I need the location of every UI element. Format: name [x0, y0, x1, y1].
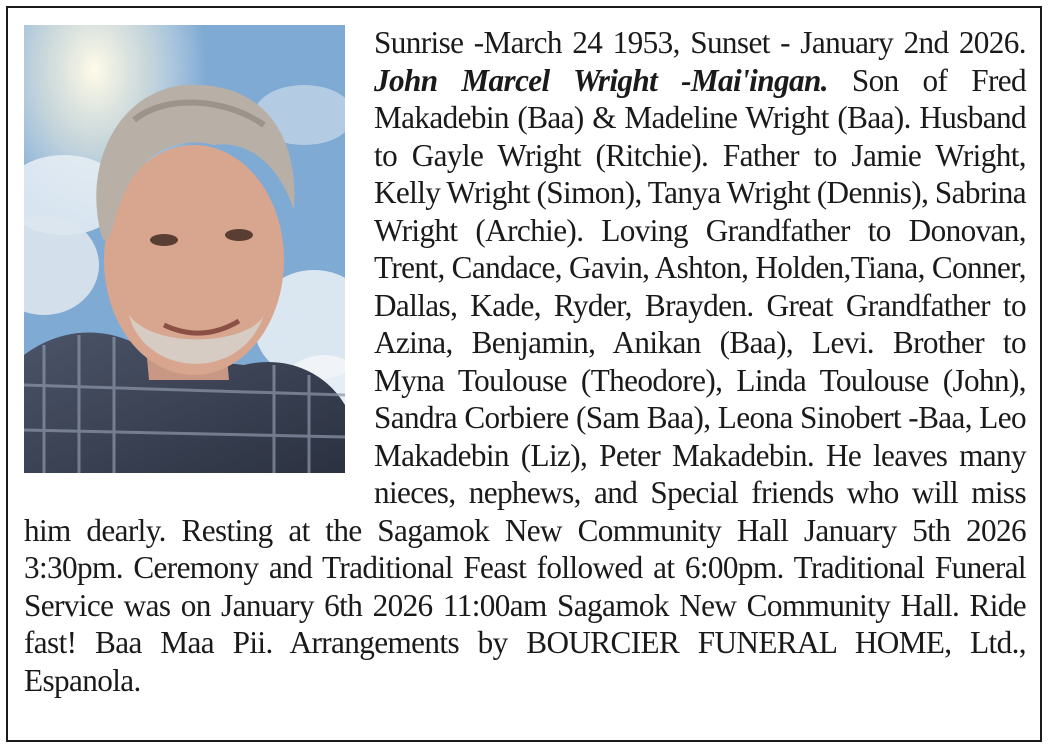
portrait-illustration: [24, 25, 345, 473]
portrait-photo: [24, 25, 345, 473]
obituary-body: Son of Fred Makadebin (Baa) & Madeline Wright (Baa). Husband to Gayle Wright (Ritchie). Father to Jamie Wright, Kelly Wright (Simon), Tanya Wright (Dennis), Sabrina Wright (Archie). Loving Grandfather to Donovan, Trent, Candace, Gavin, Ashton, Holden,Tiana, Conner, Dallas, Kade, Ryder, Brayden. Great Grandfather to Azina, Benjamin, Anikan (Baa), Levi. Brother to Myna Toulouse (Theodore), Linda Toulouse (John), Sandra Corbiere (Sam Baa), Leona Sinobert -Baa, Leo Makadebin (Liz), Peter Makadebin. He leaves many nieces, nephews, and Special friends who will miss him dearly. Resting at the Sagamok New Community Hall January 5th 2026 3:30pm. Ceremony and Traditional Feast followed at 6:00pm. Traditional Funeral Service was on January 6th 2026 11:00am Sagamok New Community Hall. Ride fast! Baa Maa Pii. Arrangements by BOURCIER FUNERAL HOME, Ltd., Espanola.: [24, 62, 1026, 698]
deceased-name: John Marcel Wright -Mai'ingan.: [374, 62, 828, 98]
obituary-notice: [6, 6, 1042, 742]
life-dates: Sunrise -March 24 1953, Sunset - January 2nd 2026.: [374, 25, 1026, 60]
